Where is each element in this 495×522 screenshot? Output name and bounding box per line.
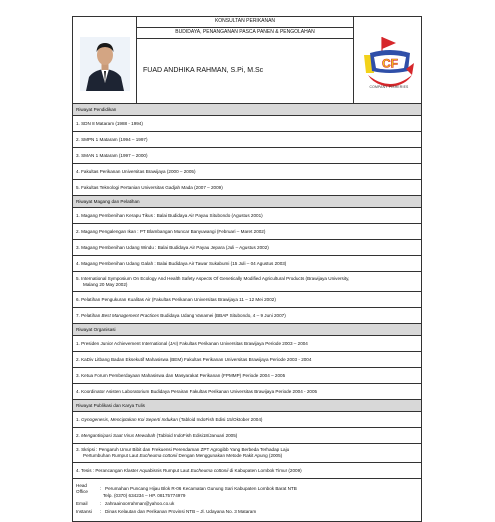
text-part: Budidaya Udang Vanamei (BBAP Situbondo, 4 – 9 Juni 2007) <box>159 312 286 318</box>
text-part: Dengan Menggunakan Metode Rakit Apung (2005) <box>177 453 283 458</box>
education-section-title: Riwayat Pendidikan <box>73 104 422 116</box>
head-office-line <box>76 485 418 493</box>
internship-item-line: 5. International Symposium On Ecology And Health Safety Aspects Of Genetically Modified Agricultural Products (Brawijaya University, <box>76 275 350 281</box>
organization-item: 2. KaDiv Litbang Badan Eksekutif Mahasiswa (BEM) Fakultas Perikanan Universitas Brawijaya Periode 2003 - 2004 <box>73 352 422 368</box>
instansi-label: Instansi <box>76 508 92 514</box>
publication-item-line: 3. Skripsi : Pengaruh Umur Bibit dan Frekuensi Perendaman ZPT Agrogibb Yang Berbeda Terhadap Laju <box>76 447 290 453</box>
publication-item <box>73 428 422 444</box>
head-office-address: Perumahan Puncang Hijau Blok R-06 Kecamatan Gunung Sari Kabupaten Lombok Barat NTB <box>105 485 297 491</box>
text-italic: Mengantisipasi Saat Virus Mewabah <box>81 432 156 438</box>
text-part: (Tabloid IndoFish Edisi 15/Oktober 2004) <box>177 416 263 422</box>
email-value[interactable]: zahraainoorrahman@yahoo.co.uk <box>105 501 175 506</box>
person-name: FUAD ANDHIKA RAHMAN, S.Pi, M.Sc <box>137 39 354 104</box>
profile-photo <box>80 37 130 91</box>
publication-item <box>73 463 422 479</box>
text-part: Pertumbuhan Rumput Laut <box>83 453 140 458</box>
logo-caption: COMPANY FISHERIES <box>369 85 409 90</box>
publication-item-line <box>76 453 418 459</box>
separator: : <box>100 501 102 506</box>
publication-section-title: Riwayat Publikasi dan Karya Tulis <box>73 400 422 412</box>
internship-item: 6. Pelatihan Pengukuran Kualitas Air (Fakultas Perikanan Universitas Brawijaya 11 – 12 Mei 2002) <box>73 292 422 308</box>
internship-item <box>73 308 422 324</box>
org-title: KONSULTAN PERIKANAN <box>137 17 354 28</box>
separator: : <box>100 508 102 514</box>
education-item: 1. SDN 8 Mataram (1988 - 1994) <box>73 116 422 132</box>
text-part: di Kabupaten Lombok Timur (2009) <box>228 467 302 473</box>
publication-item <box>73 444 422 463</box>
text-italic: Best Management Practices <box>101 312 159 318</box>
text-italic: Gynogenesis, Menciptakan Koi Seperti Indukan <box>81 416 178 422</box>
text-italic: Eucheuma cottonii <box>139 453 178 458</box>
email-line <box>76 500 418 508</box>
cv-document <box>72 16 421 522</box>
separator: : <box>100 485 102 491</box>
organization-item: 1. Presiden Junior Achievement International (JAI) Fakultas Perikanan Universitas Brawijaya Periode 2003 – 2004 <box>73 336 422 352</box>
specialty: BUDIDAYA, PENANGANAN PASCA PANEN & PENGOLAHAN <box>137 28 354 39</box>
phone-line <box>76 492 418 500</box>
text-italic: Eucheuma cottonii <box>190 467 229 473</box>
internship-section-title: Riwayat Magang dan Pelatihan <box>73 196 422 208</box>
education-item: 3. SMAN 1 Mataram (1997 – 2000) <box>73 148 422 164</box>
internship-item-line: Malang 20 May 2002) <box>83 281 128 287</box>
logo-text: CF <box>382 56 398 71</box>
email-label: Email <box>76 501 88 506</box>
internship-item <box>73 272 422 292</box>
instansi-value: Dinas Kelautan dan Perikanan Provinsi NTB – Jl. Udayana No. 3 Mataram <box>105 508 257 514</box>
internship-item: 4. Magang Pembenihan Udang Galah : Balai Budidaya Air Tawar Sukabumi (15 Juli – 04 Agustus 2003) <box>73 256 422 272</box>
internship-item: 3. Magang Pembenihan Udang Windu : Balai Budidaya Air Payau Jepara (Juli – Agustus 2002) <box>73 240 422 256</box>
text-part: 1. <box>76 416 82 422</box>
text-part: 2. <box>76 432 82 438</box>
organization-item: 4. Koordinator Asisten Laboratorium Budidaya Perairan Fakultas Perikanan Universitas Brawijaya Periode 2004 - 2005 <box>73 384 422 400</box>
text-part: 7. Pelatihan <box>76 312 102 318</box>
phone-text: Telp. (0370) 634234 – HP. 08175774979 <box>103 493 186 499</box>
organization-section-title: Riwayat Organisasi <box>73 324 422 336</box>
company-logo-cell <box>354 17 422 104</box>
contact-block <box>73 479 422 522</box>
organization-item: 3. Ketua Forum Pemberdayaan Mahasiswa dan Masyarakat Perikanan (FPMMP) Periode 2004 – 2005 <box>73 368 422 384</box>
internship-item: 1. Magang Pembenihan Kerapu Tikus : Balai Budidaya Air Payau Situbondo (Agustus 2001) <box>73 208 422 224</box>
head-office-label: Head Office <box>76 483 88 494</box>
education-item: 5. Fakultas Teknologi Pertanian Universitas Gadjah Mada (2007 – 2009) <box>73 180 422 196</box>
instansi-line <box>76 508 418 516</box>
publication-item <box>73 412 422 428</box>
text-part: 4. Tesis : Perancangan Klaster Aquabisnis Rumput Laut <box>76 467 191 473</box>
profile-photo-cell <box>73 17 137 104</box>
education-item: 4. Fakultas Perikanan Universitas Brawijaya (2000 – 2005) <box>73 164 422 180</box>
cv-table <box>72 16 422 522</box>
text-part: (Tabloid IndoFish Edisi18/Januari 2005) <box>155 432 238 438</box>
education-item: 2. SMPN 1 Mataram (1994 – 1997) <box>73 132 422 148</box>
internship-item: 2. Magang Pengalengan Ikan : PT Blambangan Muncar Banyuwangi (Februari – Maret 2002) <box>73 224 422 240</box>
